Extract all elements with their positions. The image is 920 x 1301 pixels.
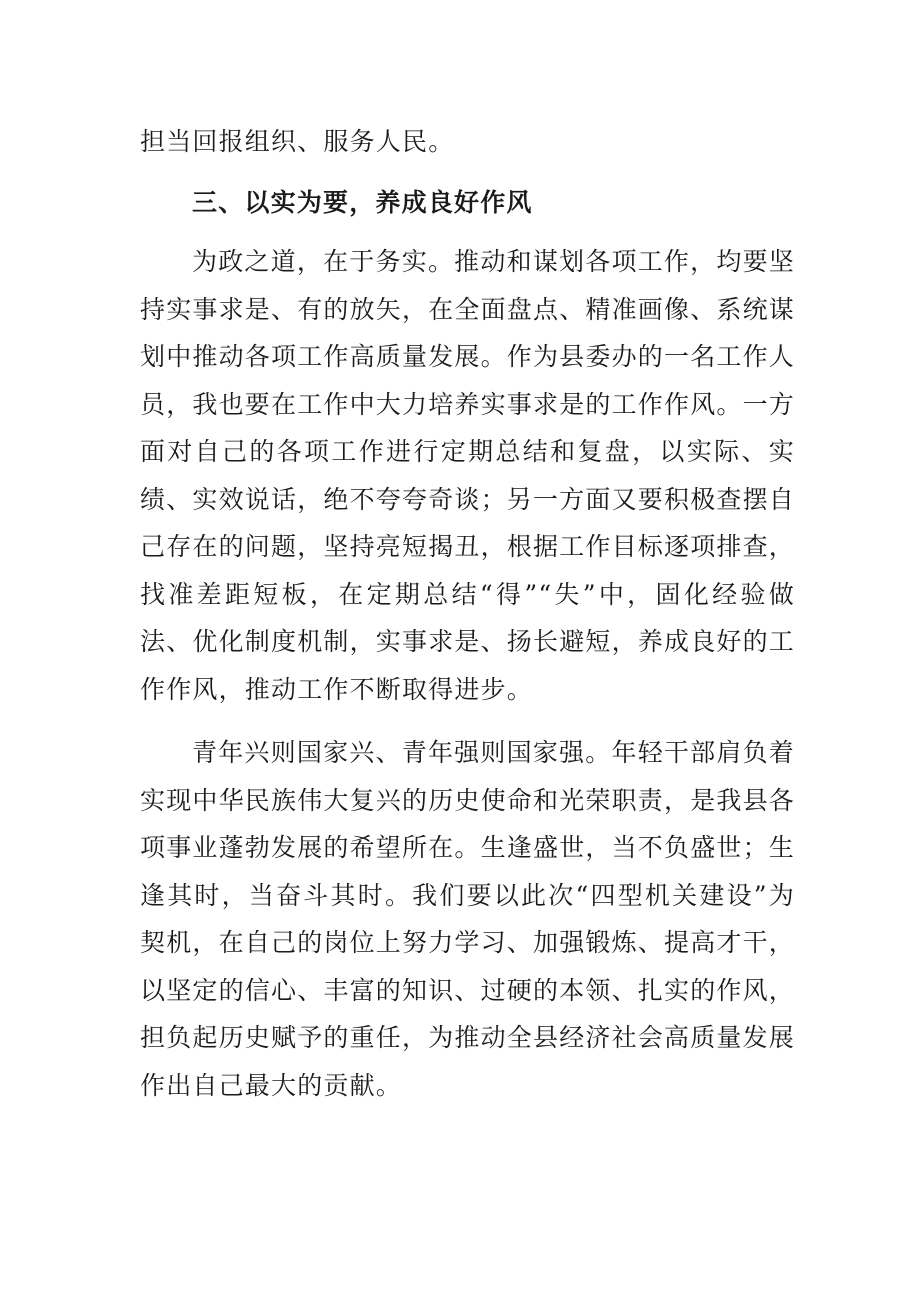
continuation-text: 担当回报组织、服务人民。 [140,127,455,156]
document-body [140,118,795,1109]
section-heading: 三、以实为要，养成良好作风 [192,187,533,217]
paragraph-1: 为政之道，在于务实。推动和谋划各项工作，均要坚持实事求是、有的放矢，在全面盘点、精准画像、系统谋划中推动各项工作高质量发展。作为县委办的一名工作人员，我也要在工作中大力培养实事求是的工作作风。一方面对自己的各项工作进行定期总结和复盘，以实际、实绩、实效说话，绝不夸夸奇谈；另一方面又要积极查摆自己存在的问题，坚持亮短揭丑，根据工作目标逐项排查，找准差距短板，在定期总结“得”“失”中，固化经验做法、优化制度机制，实事求是、扬长避短，养成良好的工作作风，推动工作不断取得进步。 [140,247,796,704]
paragraph-2: 青年兴则国家兴、青年强则国家强。年轻干部肩负着实现中华民族伟大复兴的历史使命和光荣职责，是我县各项事业蓬勃发展的希望所在。生逢盛世，当不负盛世；生逢其时，当奋斗其时。我们要以此次“四型机关建设”为契机，在自己的岗位上努力学习、加强锻炼、提高才干，以坚定的信心、丰富的知识、过硬的本领、扎实的作风，担负起历史赋予的重任，为推动全县经济社会高质量发展作出自己最大的贡献。 [140,738,796,1100]
